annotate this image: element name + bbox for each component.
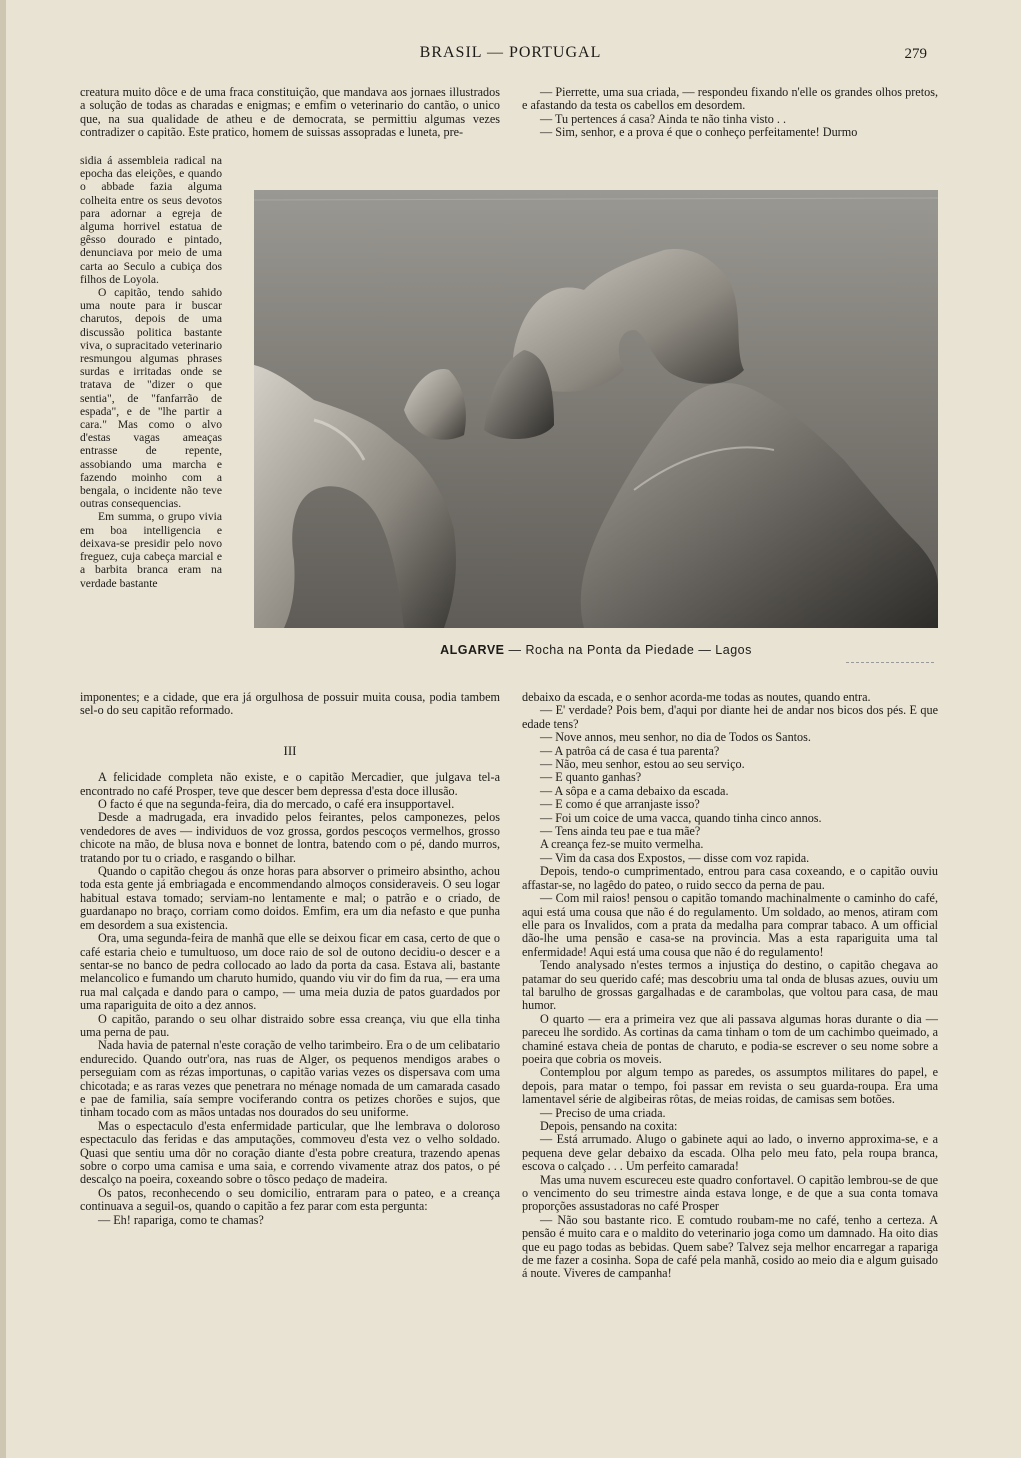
paragraph: — Não sou bastante rico. E comtudo roubam-me no café, tenho a certeza. A pensão é muito cara e o maldito do veterinario joga como um damnado. Ha oito dias que eu pago todas as bebidas. Quem sabe? Talvez seja melhor encarregar a rapariga de me fazer a cosinha. Sopa de café pela manhã, cosido ao meio dia e algum guisado á noute. Viveres de campanha! (522, 1212, 938, 1281)
caption-text: — Rocha na Ponta da Piedade — Lagos (508, 643, 752, 657)
running-header-title: BRASIL — PORTUGAL (419, 44, 602, 61)
paragraph: — A sôpa e a cama debaixo da escada. (540, 783, 729, 798)
paragraph: O facto é que na segunda-feira, dia do mercado, o café era insupportavel. (98, 797, 455, 812)
paragraph: — Nove annos, meu senhor, no dia de Todos os Santos. (540, 730, 811, 745)
rock-photo-illustration (254, 190, 938, 628)
paragraph: — Vim da casa dos Expostos, — disse com voz rapida. (540, 850, 810, 865)
left-column-top (80, 86, 500, 140)
paragraph: Mas uma nuvem escureceu este quadro confortavel. O capitão lembrou-se de que o vencimento do seu trimestre ainda estava longe, e de que a sua conta tomava proporções assustadoras no café Prosper (522, 1172, 938, 1214)
left-column-bottom (80, 691, 500, 1227)
paragraph: Depois, tendo-o cumprimentado, entrou para casa coxeando, e o capitão ouviu affastar-se, no lagêdo do pateo, o ruido secco da perna de pau. (522, 864, 938, 892)
paragraph: — Sim, senhor, e a prova é que o conheço perfeitamente! Durmo (540, 125, 858, 140)
paragraph: debaixo da escada, e o senhor acorda-me todas as noutes, quando entra. (522, 690, 871, 704)
page-number: 279 (904, 46, 927, 62)
chapter-number: III (283, 742, 297, 758)
paragraph: sidia á assembleia radical na epocha das eleições, e quando o abbade fazia alguma colheita entre os seus devotos para adornar a egreja de alguma horrivel estatua de gêsso dourado e pintado, denunciava por meio de uma carta ao Seculo a cubiça dos filhos de Loyola. (80, 154, 222, 286)
paragraph: — E quanto ganhas? (540, 770, 642, 785)
paragraph: — A patrôa cá de casa é tua parenta? (540, 743, 720, 758)
caption-place: ALGARVE (440, 643, 505, 657)
paragraph: Ora, uma segunda-feira de manhã que elle se deixou ficar em casa, certo de que o café estaria cheio e tumultuoso, um doce raio de sol de outono decidiu-o descer e a sentar-se no banco de pedra collocado ao lado da porta da casa. Estava ali, bastante melancolico e fumando um charuto humido, quando viu vir do fim da rua, — era uma rua mal calçada e dando para o campo, — uma meia duzia de patos guardados por uma rapariguita de oito a dez annos. (80, 931, 500, 1013)
figure-caption (254, 643, 938, 657)
paragraph: creatura muito dôce e de uma fraca constituição, que mandava aos jornaes illustrados a solução de todas as charadas e enigmas; e emfim o veterinario do cantão, o unico que, na sua qualidade de atheu e de democrata, se permittiu algumas vezes contradizer o capitão. Este pratico, homem de suissas assopradas e luneta, pre- (80, 85, 500, 140)
paragraph: — Está arrumado. Alugo o gabinete aqui ao lado, o inverno approxima-se, e a pequena deve gelar debaixo da escada. Olha pelo meu fato, pela roupa branca, escova o calçado . . . Um perfeito camarada! (522, 1132, 938, 1174)
paragraph: Os patos, reconhecendo o seu domicilio, entraram para o pateo, e a creança continuava a seguil-os, quando o capitão a fez parar com esta pergunta: (80, 1185, 500, 1214)
paragraph: — Pierrette, uma sua criada, — respondeu fixando n'elle os grandes olhos pretos, e afastando da testa os cabellos em desordem. (522, 85, 938, 113)
paragraph: — E' verdade? Pois bem, d'aqui por diante hei de andar nos bicos dos pés. E que edade tens? (522, 703, 938, 731)
paragraph: imponentes; e a cidade, que era já orgulhosa de possuir muita cousa, podia tambem sel-o do seu capitão reformado. (80, 690, 500, 718)
paragraph: — E como é que arranjaste isso? (540, 797, 700, 812)
caption-rule (846, 662, 934, 663)
paragraph: A felicidade completa não existe, e o capitão Mercadier, que julgava tel-a encontrado no café Prosper, teve que descer bem depressa d'esta doce illusão. (80, 770, 500, 798)
paragraph: Contemplou por algum tempo as paredes, os assumptos militares do papel, e depois, para matar o tempo, foi passar em revista o seu guarda-roupa. Era uma lamentavel série de algibeiras rôtas, de meias roidas, de camisas sem botões. (522, 1065, 938, 1107)
paragraph: A creança fez-se muito vermelha. (540, 837, 704, 852)
paragraph: Mas o espectaculo d'esta enfermidade particular, que lhe lembrava o doloroso espectaculo das feridas e das amputações, commoveu d'esta vez o velho soldado. Quasi que sentiu uma dôr no coração diante d'esta pobre creatura, trazendo apenas sobre o corpo uma camisa e uma saia, e correndo vivamente atraz dos patos, o pé descalço na poeira, coxeando sobre o tôsco pedaço de madeira. (80, 1118, 500, 1187)
right-column-bottom (522, 691, 938, 1281)
paragraph: O capitão, tendo sahido uma noute para ir buscar charutos, depois de uma discussão politica bastante viva, o supracitado veterinario resmungou algumas phrases surdas e irritadas onde se tratava de "dizer o que sentia", de "fanfarrão de espada", e de "lhe partir a cara." Mas como o alvo d'estas vagas ameaças entrasse de repente, assobiando uma marcha e fazendo moinho com a bengala, o incidente não teve outras consequencias. (80, 286, 222, 511)
paragraph: Depois, pensando na coxita: (540, 1119, 678, 1133)
page-binding-edge (0, 0, 6, 1458)
paragraph: O quarto — era a primeira vez que ali passava algumas horas durante o dia — pareceu lhe sordido. As cortinas da cama tinham o tom de um cachimbo queimado, a chaminé estava cheia de pontas de charuto, e podia-se escrever o seu nome sobre a poeira que cobria os moveis. (522, 1011, 938, 1066)
paragraph: O capitão, parando o seu olhar distraido sobre essa creança, viu que ella tinha uma perna de pau. (80, 1011, 500, 1039)
paragraph: — Tu pertences á casa? Ainda te não tinha visto . . (540, 111, 787, 126)
paragraph: — Preciso de uma criada. (540, 1105, 666, 1120)
paragraph: Quando o capitão chegou ás onze horas para absorver o primeiro absintho, achou toda esta gente já embriagada e encommendando almoços consideraveis. O seu logar habitual estava tomado; serviam-no lentamente e mal; o patrão e o criado, de guardanapo no braço, corriam como doidos. Emfim, era um dia nefasto e que punha em desordem a sua existencia. (80, 864, 500, 932)
paragraph: — Não, meu senhor, estou ao seu serviço. (540, 757, 745, 772)
paragraph: Tendo analysado n'estes termos a injustiça do destino, o capitão chegava ao patamar do seu querido café; mas descobriu uma tal onda de blusas azues, ouviu um tal barulho de grossas gargalhadas e de carambolas, que voltou para casa, de mau humor. (522, 958, 938, 1013)
paragraph: — Tens ainda teu pae e tua mãe? (540, 824, 701, 839)
right-column-top (522, 86, 938, 140)
paragraph: Nada havia de paternal n'este coração de velho tarimbeiro. Era o de um celibatario endurecido. Quando outr'ora, nas ruas de Alger, os pequenos mendigos arabes o perseguiam com as rézas importunas, o capitão varias vezes os dispersava com uma chicotada; e as raras vezes que penetrara no ménage nomada de um camarada casado e pae de familia, saía sempre vociferando contra os petizes chorões e sujos, que tinham tocado com as mãos untadas nos dourados do seu uniforme. (80, 1038, 500, 1120)
photo-algarve-rocks (254, 190, 938, 628)
paragraph: Em summa, o grupo vivia em boa intelligencia e deixava-se presidir pelo novo freguez, cuja cabeça marcial e a barbita branca eram na verdade bastante (80, 510, 222, 590)
paragraph: Desde a madrugada, era invadido pelos feirantes, pelos camponezes, pelos vendedores de aves — individuos de voz grossa, gordos pescoços vermelhos, grosso chicote na mão, de blusa nova e bonnet de lontra, batendo com o pé, dando murros, tratando por tu o criado, e rasgando o bilhar. (80, 810, 500, 865)
paragraph: — Eh! rapariga, como te chamas? (98, 1212, 264, 1227)
paragraph: — Foi um coice de uma vacca, quando tinha cinco annos. (540, 810, 822, 825)
paragraph: — Com mil raios! pensou o capitão tomando machinalmente o caminho do café, aqui está uma cousa que não é do regulamento. Um soldado, ao menos, atiram com elle para os Invalidos, com a prata da medalha para comprar tabaco. A um official dão-lhe uma pensão e casa-se na provincia. Mas a esta rapariguita uma tal enfermidade! Aqui está uma cousa que não é do regulamento! (522, 891, 938, 959)
left-column-narrow (80, 154, 222, 590)
